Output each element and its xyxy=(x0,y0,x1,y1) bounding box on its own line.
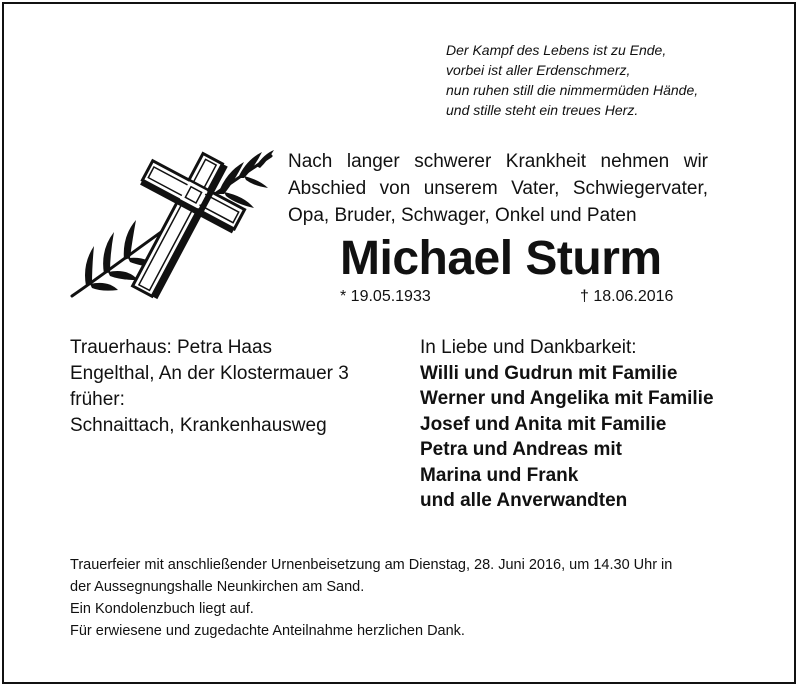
deceased-name: Michael Sturm xyxy=(340,232,662,285)
mourners-list xyxy=(420,335,780,514)
birth-date: * 19.05.1933 xyxy=(340,288,431,305)
note-line: Ein Kondolenzbuch liegt auf. xyxy=(70,601,254,617)
mourner-name: und alle Anverwandten xyxy=(420,490,628,511)
mourning-house-address xyxy=(70,335,400,439)
mourner-name: Werner und Angelika mit Familie xyxy=(420,388,714,409)
address-line: Schnaittach, Krankenhausweg xyxy=(70,415,327,436)
mourner-name: Josef und Anita mit Familie xyxy=(420,413,667,435)
note-line: der Aussegnungshalle Neunkirchen am Sand. xyxy=(70,579,365,595)
mourner-name: Marina und Frank xyxy=(420,464,579,486)
poem-line: vorbei ist aller Erdenschmerz, xyxy=(446,62,631,78)
mourner-name: Petra und Andreas mit xyxy=(420,439,623,460)
address-line: Engelthal, An der Klostermauer 3 xyxy=(70,363,349,384)
poem-line: nun ruhen still die nimmermüden Hände, xyxy=(446,82,699,98)
death-date: † 18.06.2016 xyxy=(580,288,674,305)
mourner-name: Willi und Gudrun mit Familie xyxy=(420,362,678,384)
funeral-notes xyxy=(70,554,760,642)
cross-with-palm-branch-icon xyxy=(66,146,280,302)
poem-line: und stille steht ein treues Herz. xyxy=(446,102,639,118)
address-line: Trauerhaus: Petra Haas xyxy=(70,337,273,358)
note-line: Für erwiesene und zugedachte Anteilnahme herzlichen Dank. xyxy=(70,623,465,639)
mourners-heading: In Liebe und Dankbarkeit: xyxy=(420,337,637,358)
announcement-text: Nach langer schwerer Krankheit nehmen wir Abschied von unserem Vater, Schwiegervater, Opa, Bruder, Schwager, Onkel und Paten xyxy=(288,151,708,226)
note-line: Trauerfeier mit anschließender Urnenbeisetzung am Dienstag, 28. Juni 2016, um 14.30 Uhr in xyxy=(70,557,673,573)
poem xyxy=(446,40,766,120)
poem-line: Der Kampf des Lebens ist zu Ende, xyxy=(446,42,667,58)
address-line: früher: xyxy=(70,389,125,410)
